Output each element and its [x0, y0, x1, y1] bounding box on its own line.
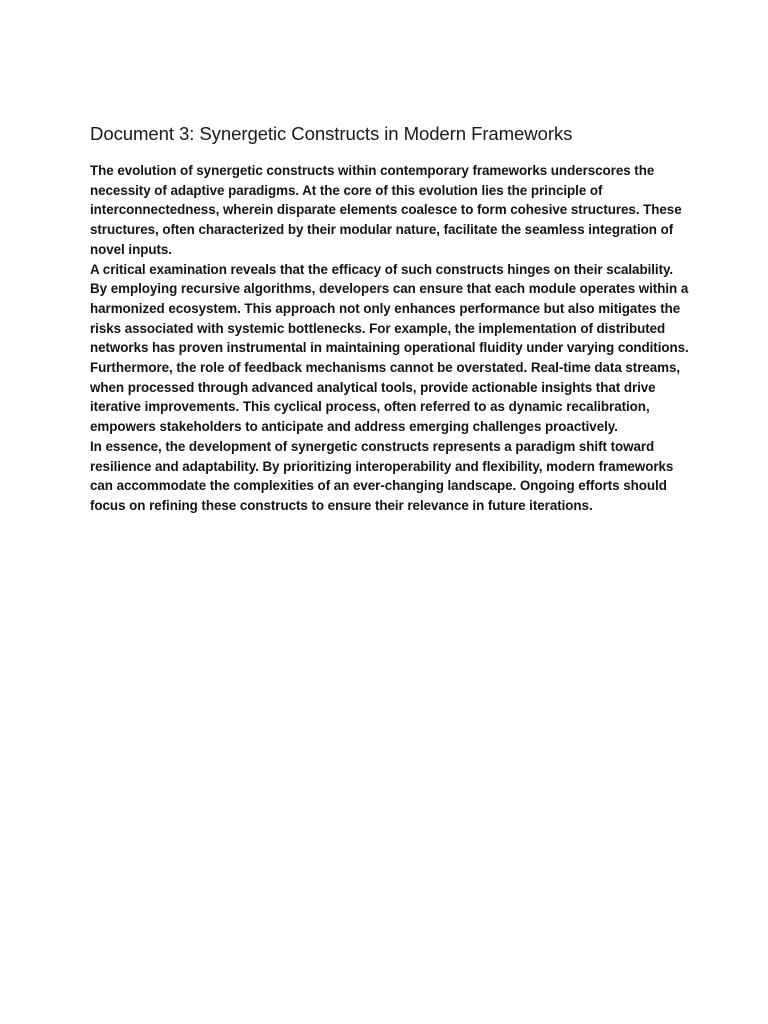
paragraph-4: In essence, the development of synergetic constructs represents a paradigm shift toward resilience and adaptability. By prioritizing interoperability and flexibility, modern frameworks can accommodate the complexities of an ever-changing landscape. Ongoing efforts should focus on refining these constructs to ensure their relevance in future iterations.: [90, 438, 674, 513]
paragraph-2: A critical examination reveals that the efficacy of such constructs hinges on their scalability. By employing recursive algorithms, developers can ensure that each module operates within a harmonized ecosystem. This approach not only enhances performance but also mitigates the risks associated with systemic bottlenecks. For example, the implementation of distributed networks has proven instrumental in maintaining operational fluidity under varying conditions.: [90, 261, 689, 356]
paragraph-3: Furthermore, the role of feedback mechanisms cannot be overstated. Real-time data streams, when processed through advanced analytical tools, provide actionable insights that drive iterative improvements. This cyclical process, often referred to as dynamic recalibration, empowers stakeholders to anticipate and address emerging challenges proactively.: [90, 360, 681, 435]
paragraph-1: The evolution of synergetic constructs within contemporary frameworks underscores the necessity of adaptive paradigms. At the core of this evolution lies the principle of interconnectedness, wherein disparate elements coalesce to form cohesive structures. These structures, often characterized by their modular nature, facilitate the seamless integration of novel inputs.: [90, 163, 682, 257]
document-title: Document 3: Synergetic Constructs in Modern Frameworks: [90, 123, 573, 144]
document-body: [90, 122, 690, 516]
